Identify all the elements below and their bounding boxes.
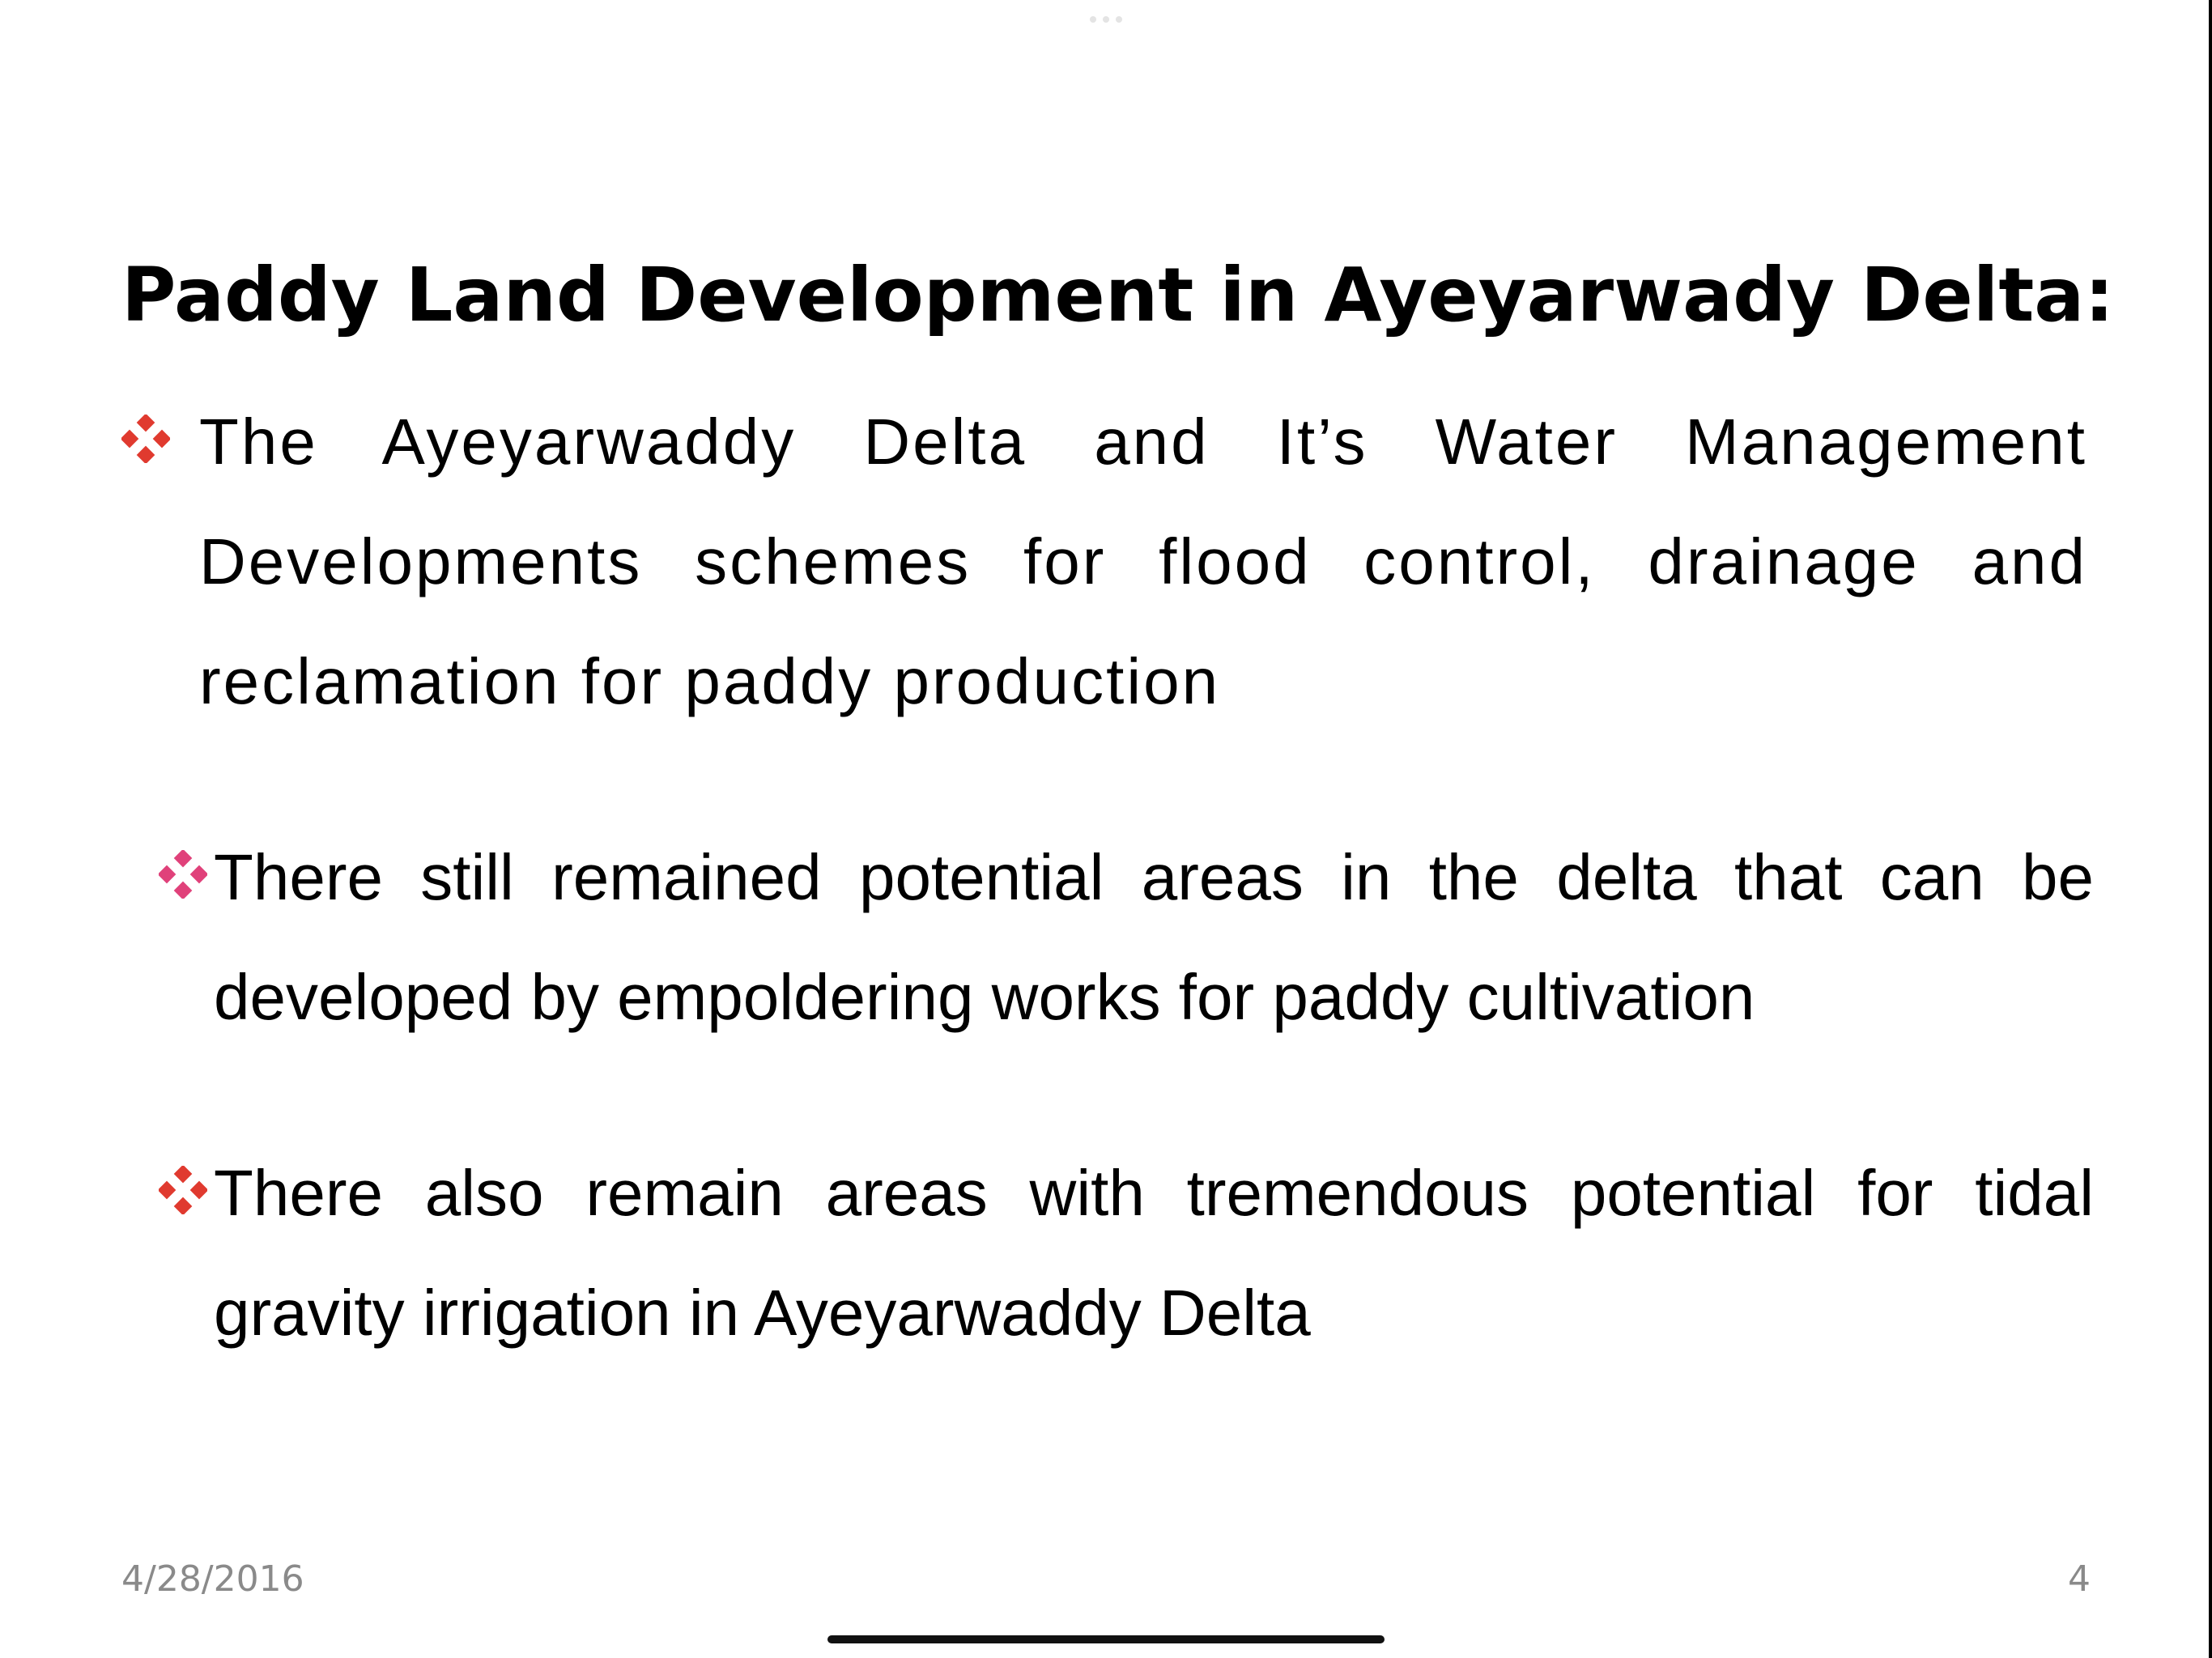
- footer-page-number: 4: [2068, 1558, 2091, 1600]
- slide-title: Paddy Land Development in Ayeyarwady Delta:: [121, 252, 2115, 338]
- grabber-dot-icon: [1103, 16, 1109, 23]
- grabber-dot-icon: [1116, 16, 1122, 23]
- bullet-item-3: [159, 1148, 2094, 1373]
- home-indicator-bar[interactable]: [827, 1635, 1385, 1643]
- pink-diamond-bullet-icon: [159, 850, 214, 899]
- window-edge-divider: [2209, 0, 2212, 1658]
- bullet-text-3: There also remain areas with tremendous potential for tidal gravity irrigation in Ayeyarwaddy Delta: [214, 1157, 2094, 1349]
- footer-date: 4/28/2016: [121, 1558, 304, 1600]
- bullet-item-1: [121, 397, 2087, 742]
- red-diamond-bullet-icon: [159, 1166, 214, 1214]
- bullet-text-1: The Ayeyarwaddy Delta and It’s Water Management Developments schemes for flood control, drainage and reclamation for paddy production: [199, 406, 2087, 717]
- bullet-text-2: There still remained potential areas in the delta that can be developed by empoldering works for paddy cultivation: [214, 841, 2094, 1033]
- bullet-item-2: [159, 832, 2094, 1057]
- top-grabber-handle[interactable]: [1090, 16, 1122, 23]
- grabber-dot-icon: [1090, 16, 1096, 23]
- red-diamond-bullet-icon: [121, 414, 199, 463]
